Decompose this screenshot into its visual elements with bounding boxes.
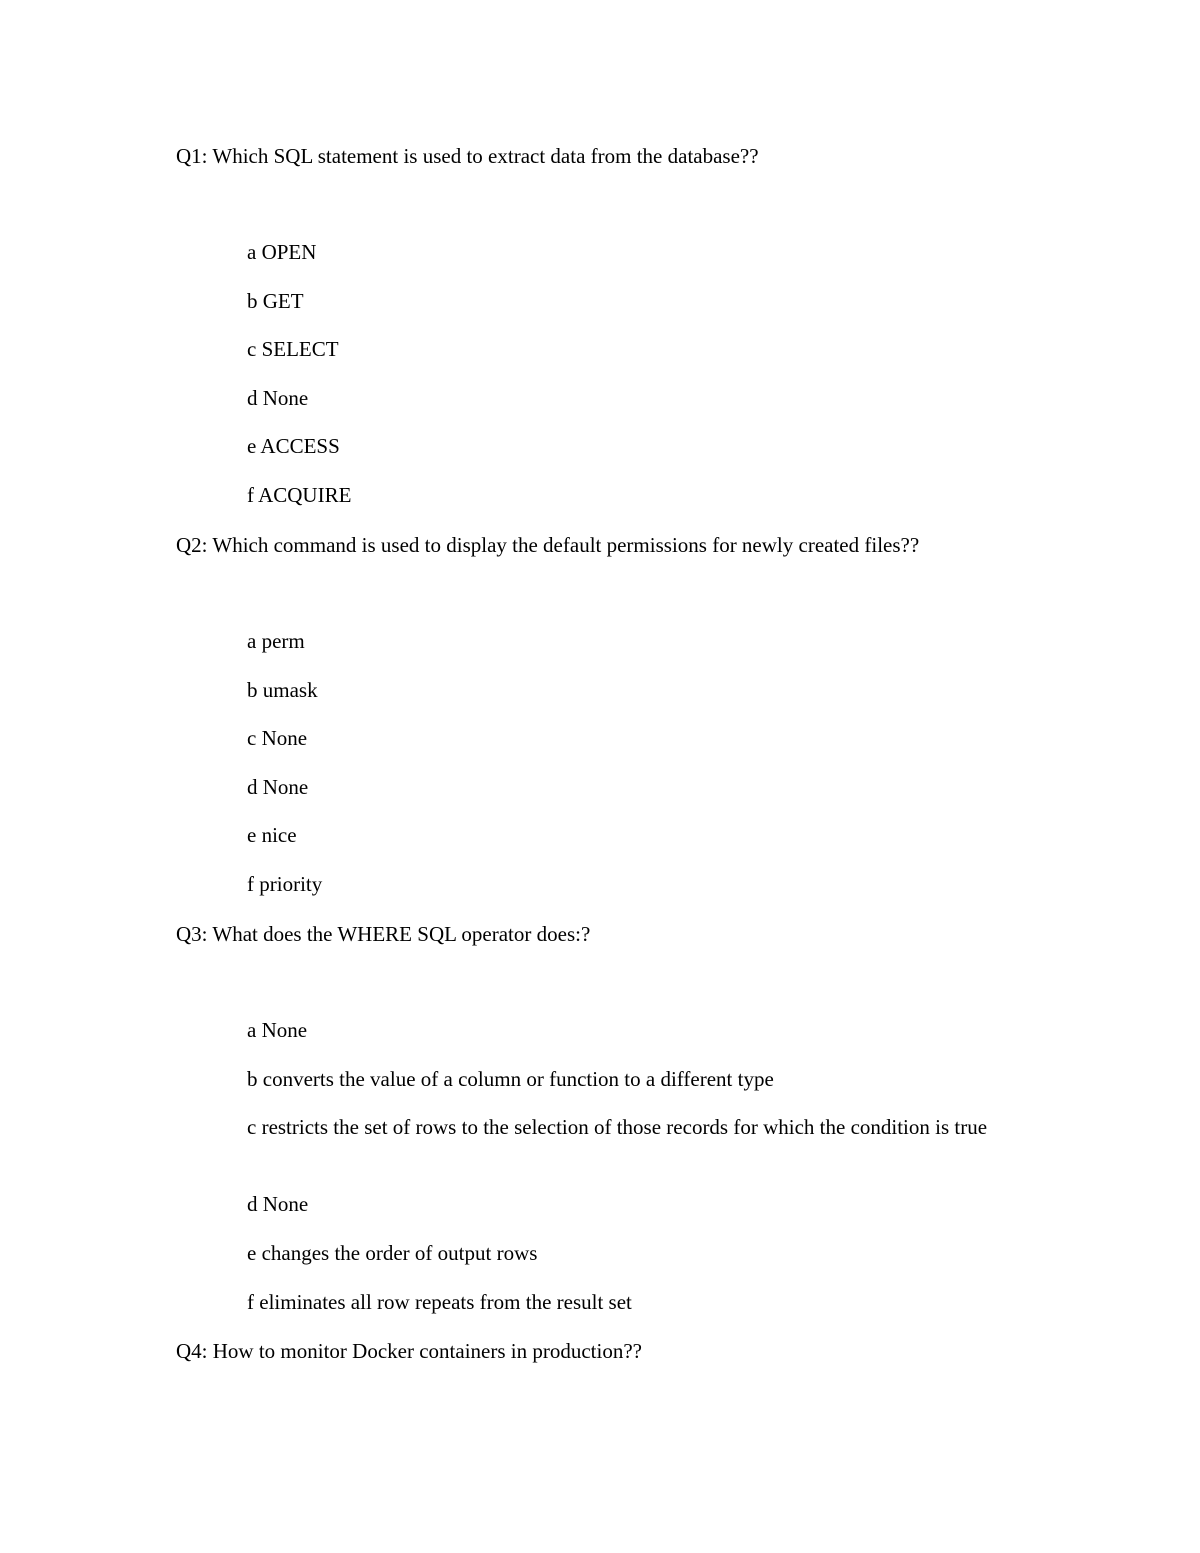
question-1-option-f: f ACQUIRE bbox=[247, 483, 352, 507]
question-3-option-e: e changes the order of output rows bbox=[247, 1241, 538, 1265]
question-2-option-e: e nice bbox=[247, 823, 297, 847]
question-1-option-a: a OPEN bbox=[247, 240, 317, 264]
question-1-option-c: c SELECT bbox=[247, 337, 339, 361]
question-2-option-b: b umask bbox=[247, 678, 318, 702]
question-3-option-a: a None bbox=[247, 1018, 308, 1042]
question-1: Q1: Which SQL statement is used to extract data from the database?? bbox=[176, 144, 759, 168]
question-2-option-f: f priority bbox=[247, 872, 323, 896]
question-3-option-f: f eliminates all row repeats from the result set bbox=[247, 1290, 632, 1314]
question-2-option-a: a perm bbox=[247, 629, 305, 653]
question-1-option-e: e ACCESS bbox=[247, 434, 340, 458]
question-3-option-d: d None bbox=[247, 1192, 309, 1216]
question-3: Q3: What does the WHERE SQL operator does:? bbox=[176, 922, 591, 946]
question-2-option-d: d None bbox=[247, 775, 309, 799]
question-1-option-d: d None bbox=[247, 386, 309, 410]
question-3-option-c: c restricts the set of rows to the selection of those records for which the condition is true bbox=[247, 1115, 988, 1139]
question-2-option-c: c None bbox=[247, 726, 308, 750]
question-1-option-b: b GET bbox=[247, 289, 304, 313]
question-4: Q4: How to monitor Docker containers in production?? bbox=[176, 1339, 642, 1363]
question-2: Q2: Which command is used to display the default permissions for newly created files?? bbox=[176, 533, 920, 557]
question-3-option-b: b converts the value of a column or function to a different type bbox=[247, 1067, 774, 1091]
